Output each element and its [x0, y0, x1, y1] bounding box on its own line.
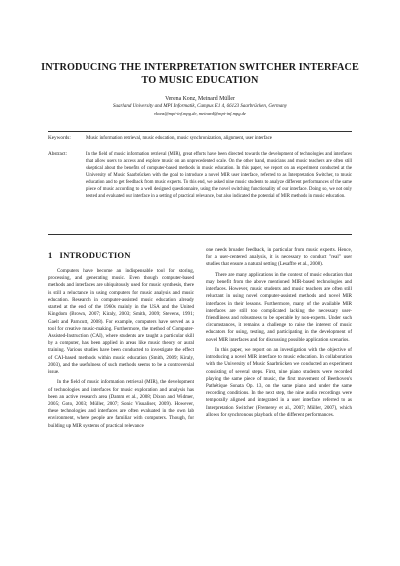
section-heading: [48, 250, 131, 260]
section-number: 1: [48, 250, 53, 260]
paragraph: There are many applications in the context of music education that may benefit from the above mentioned MIR-based technologies and interfaces. However, music students and music teachers are often still reluctant in using novel computer-assisted methods and novel MIR interfaces in their lessons. Furthermore, many of the available MIR interfaces are still too complicated lacking the necessary user-friendliness and robustness to be operable by non-experts. Under such circumstances, it remains a challenge to raise the interest of music educators for using, testing, and participating in the development of novel MIR interfaces and for discussing possible application scenarios.: [206, 271, 352, 343]
keywords-text: Music information retrieval, music education, music synchronization, alignment, user interface: [86, 136, 272, 141]
abstract-text: In the field of music information retrieval (MIR), great efforts have been directed towards the development of technologies and interfaces that allow users to access and explore music on an unprecedented scale. On the other hand, musicians and music teachers are often still skeptical about the benefits of computer-based methods in music education. In this paper, we report on an experiment conducted at the University of Music Saarbrücken with the goal to introduce a novel MIR user interface, referred to as Interpretation Switcher, to music education and to get feedback from music experts. To this end, we asked nine music students to analyze different performances of the same piece of music according to a well designed questionnaire, using the novel switching functionality of our interface. Doing so, we not only tested and evaluated our interface in a setting of practical relevance, but also indicated the potential of MIR methods in music education.: [86, 152, 352, 200]
paper-title: [40, 62, 360, 87]
title-line-2: TO MUSIC EDUCATION: [141, 74, 259, 86]
paragraph: one needs broader feedback, in particular from music experts. Hence, for a user-centered analysis, it is necessary to conduct "real" user studies that ensure a natural setting (Lesaffre et al., 2008).: [206, 247, 352, 268]
abstract-label: Abstract:: [48, 151, 68, 157]
right-column: [206, 247, 352, 419]
paragraph: In the field of music information retrieval (MIR), the development of technologies and interfaces for music exploration and analysis has been an active research area (Damm et al., 2008; Dixon and Widmer, 2005; Goto, 2003; Müller, 2007; Sonic Visualiser, 2009). However, these technologies and interfaces are often evaluated in the own lab environment, where people are familiar with computers. Though, for building up MIR systems of practical relevance: [48, 379, 194, 429]
left-column: [48, 268, 194, 430]
bottom-rule: [48, 234, 352, 235]
paragraph: In this paper, we report on an investigation with the objective of introducing a novel MIR interface to music education. In collaboration with the University of Music Saarbrücken we conducted an experiment consisting of several steps. First, nine piano students were recorded playing the same piece of music, the first movement of Beethoven's Pathétique Sonata Op. 13, on the same piano and under the same recording conditions. In the next step, the nine audio recordings were temporally aligned and integrated in a user interface referred to as Interpretation Switcher (Fremerey et al., 2007; Müller, 2007), which allows for synchronous playback of the different performances.: [206, 346, 352, 418]
top-rule: [48, 131, 352, 132]
author-emails: vkonz@mpi-inf.mpg.de, meinard@mpi-inf.mpg.de: [154, 111, 246, 116]
affiliation: Saarland University and MPI Informatik, Campus E1 4, 66123 Saarbrücken, Germany: [112, 104, 287, 109]
paragraph: Computers have become an indispensable tool for storing, processing, and generating music. Even though computer-based methods and interfaces are ubiquitously used for music synthesis, there is still a reluctance in using computers for music analysis and music education. Research in computer-assisted music education already started at the end of the 1960s mainly in the USA and the United Kingdom (Brown, 2007; Kiraly, 2003; Smith, 2009; Stevens, 1991; Gaelt and Parncutt, 2008). For example, computers have served as a tool for creative music-making. Furthermore, the method of Computer-Assisted-Instruction (CAI), where students are taught a particular skill by a computer, has been applied in areas like music theory or aural training. Various studies have been conducted to investigate the effect of CAI-based methods within music education (Smith, 2009; Kiraly, 2003), and the usefulness of such methods seems to be a controversial issue.: [48, 268, 194, 376]
authors: Verena Konz, Meinard Müller: [165, 96, 235, 102]
title-line-1: INTRODUCING THE INTERPRETATION SWITCHER INTERFACE: [41, 62, 359, 73]
keywords-label: Keywords:: [48, 135, 71, 141]
section-title: INTRODUCTION: [59, 250, 131, 260]
